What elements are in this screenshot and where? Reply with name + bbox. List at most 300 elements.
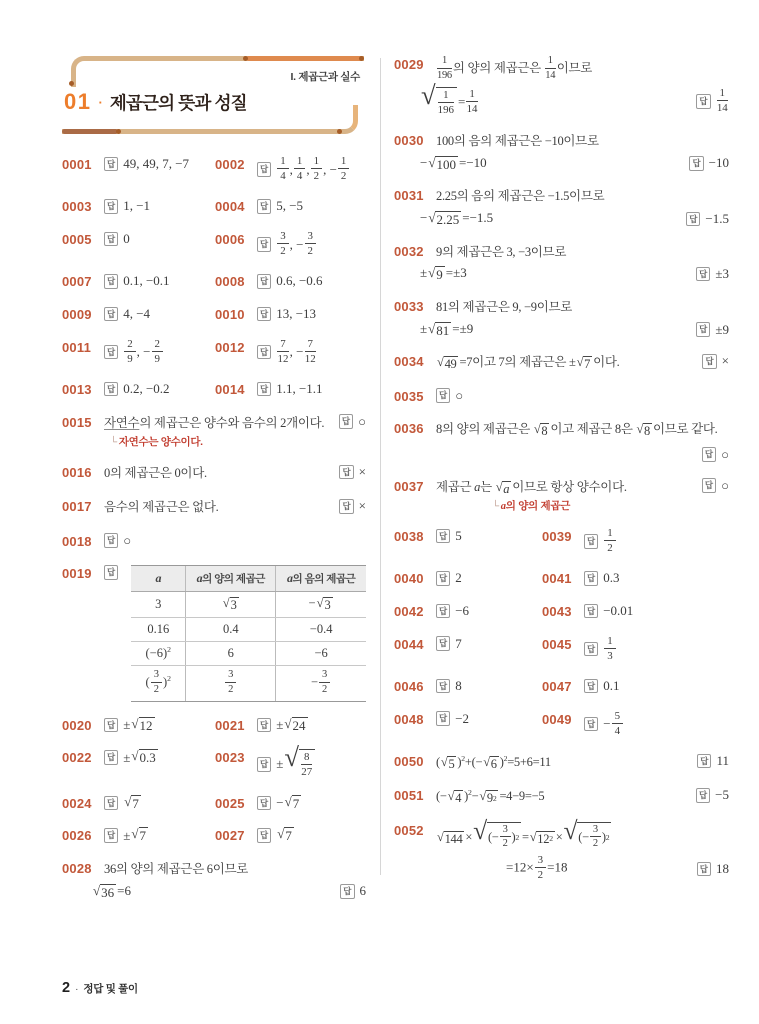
- solution-equation-line: [394, 855, 729, 882]
- equation: ± √ 81 =±9: [420, 320, 474, 338]
- statement-line: [436, 753, 729, 772]
- answer-table: [131, 565, 366, 702]
- answer: [257, 231, 317, 258]
- answer: [257, 339, 317, 366]
- answer-item: [215, 198, 366, 216]
- answer: [104, 306, 150, 322]
- answer-value: 6: [359, 883, 366, 899]
- problem-number: 0047: [542, 678, 572, 694]
- answer-pair-row: [62, 306, 366, 324]
- note-connector-icon: └: [492, 500, 499, 512]
- problem-number: 0042: [394, 603, 424, 619]
- answer-value: 18: [716, 860, 729, 876]
- statement-item: [62, 414, 366, 449]
- chapter-header: [62, 56, 366, 136]
- problem-number: 0023: [215, 750, 245, 766]
- rule-dot: [359, 56, 364, 61]
- table-cell: −0.4: [276, 618, 366, 642]
- answer-pair-row: [62, 795, 366, 813]
- answer-box-icon: 답: [340, 884, 354, 899]
- solution-intro-line: [394, 298, 729, 317]
- problem-number: 0040: [394, 571, 424, 587]
- problem-number: 0031: [394, 188, 424, 204]
- table-cell: 3: [131, 592, 186, 618]
- statement-body: [104, 414, 366, 449]
- answer: [584, 528, 617, 555]
- solution-equation-line: [394, 321, 729, 339]
- answer-box-icon: 답: [104, 307, 118, 322]
- answer-table-body: [131, 592, 366, 702]
- left-column: [62, 56, 366, 915]
- answer-value: ×: [358, 463, 366, 479]
- worked-solution-item: [394, 815, 729, 883]
- answer-item: [62, 533, 366, 551]
- problem-number: 0004: [215, 199, 245, 215]
- note-connector-icon: └: [110, 436, 117, 448]
- correction-note: └ a의 양의 제곱근: [492, 499, 571, 512]
- answer-box-icon: 답: [257, 307, 271, 322]
- answer-box-icon: 답: [257, 382, 271, 397]
- equation: √ 1 196 = $\frac{1}{14}$: [421, 79, 478, 116]
- statement-text: 제곱근 a는 √ a 이므로 항상 양수이다.: [436, 479, 627, 496]
- answer-value: 7: [455, 635, 462, 651]
- answer-value: 13, −13: [276, 305, 317, 321]
- right-answer-list: [394, 56, 729, 883]
- rule-dot: [116, 129, 121, 134]
- answer-value: −10: [708, 155, 729, 171]
- problem-number: 0019: [62, 566, 92, 582]
- answer-value: ○: [358, 413, 366, 429]
- problem-number: 0032: [394, 243, 424, 259]
- problem-number: 0030: [394, 132, 424, 148]
- answer-box-icon: 답: [697, 754, 711, 769]
- solution-text: 2.25의 음의 제곱근은 −1.5이므로: [436, 189, 605, 204]
- answer-item: [215, 156, 366, 183]
- statement-text: 0의 제곱근은 0이다.: [104, 465, 207, 480]
- answer: [339, 414, 366, 430]
- answer-box-icon: 답: [696, 94, 710, 109]
- statement-body: [436, 353, 729, 372]
- problem-number: 0044: [394, 636, 424, 652]
- answer-box-icon: 답: [104, 718, 118, 733]
- statement-line: [436, 353, 729, 372]
- answer: [104, 381, 170, 397]
- answer-box-icon: 답: [436, 388, 450, 403]
- answer-box-icon: 답: [436, 636, 450, 651]
- worked-solution-item: [62, 860, 366, 900]
- answer: [584, 603, 633, 619]
- answer-item: [394, 678, 542, 696]
- answer-value: 5, −5: [276, 198, 304, 214]
- statement-item: [62, 464, 366, 483]
- answer-pair-row: [62, 339, 366, 366]
- answer: [257, 717, 309, 734]
- answer-item: [62, 231, 215, 258]
- solution-text: $\frac{1}{196}$ 의 양의 제곱근은 $\frac{1}{14}$ 이므로: [437, 55, 593, 81]
- answer-box-icon: 답: [689, 156, 703, 171]
- answer: [696, 322, 729, 338]
- answer-value: √ 7: [124, 793, 139, 811]
- header-top-rule-accent: [246, 56, 364, 61]
- answer: [104, 533, 131, 549]
- problem-number: 0020: [62, 717, 92, 733]
- answer-box-icon: 답: [436, 529, 450, 544]
- table-cell: $\frac{3}{2}$: [186, 666, 276, 702]
- problem-number: 0012: [215, 339, 245, 355]
- answer-value: ± √ 12: [123, 715, 153, 733]
- answer: [257, 273, 323, 289]
- answer: [257, 742, 316, 779]
- problem-number: 0051: [394, 788, 424, 804]
- answer-box-icon: 답: [104, 750, 118, 765]
- answer-item: [215, 339, 366, 366]
- answer-box-icon: 답: [702, 354, 716, 369]
- column-divider: [380, 58, 381, 875]
- table-cell: 6: [186, 642, 276, 666]
- answer-box-icon: 답: [257, 237, 271, 252]
- answer-item: [215, 381, 366, 399]
- equation: ± √ 9 =±3: [420, 265, 467, 283]
- answer-box-icon: 답: [104, 232, 118, 247]
- answer-box-icon: 답: [104, 796, 118, 811]
- page-number: 2: [62, 980, 71, 996]
- answer-pair-row: [394, 570, 729, 588]
- statement-line: [436, 787, 729, 806]
- solution-intro-line: [394, 132, 729, 151]
- statement-text: (− √ 4 )$^2$− √ 9 2 =4−9=−5: [436, 788, 545, 806]
- table-header-cell: a의 양의 제곱근: [186, 566, 276, 592]
- table-answer-item: [62, 565, 366, 702]
- solution-equation-line: [394, 79, 729, 117]
- answer: [436, 603, 469, 619]
- statement-text: 자연수의 제곱근은 양수와 음수의 2개이다.: [104, 415, 325, 430]
- statement-body: [436, 753, 729, 772]
- problem-number: 0013: [62, 381, 92, 397]
- statement-line: [104, 498, 366, 517]
- problem-number: 0043: [542, 603, 572, 619]
- answer-pair-row: [62, 381, 366, 399]
- answer: [584, 570, 619, 586]
- solution-intro-line: [394, 187, 729, 206]
- answer-pair-row: [394, 603, 729, 621]
- answer: [436, 636, 462, 652]
- answer-box-icon: 답: [104, 274, 118, 289]
- answer-pair-row: [62, 156, 366, 183]
- problem-number: 0011: [62, 339, 92, 355]
- answer-value: 2: [455, 570, 462, 586]
- answer: [436, 678, 462, 694]
- statement-text: 8의 양의 제곱근은 √ 8 이고 제곱근 8은 √ 8 이므로 같다.: [436, 422, 718, 439]
- solution-text: 9의 제곱근은 3, −3이므로: [436, 244, 567, 259]
- answer-box-icon: 답: [697, 862, 711, 877]
- answer-item: [62, 156, 215, 183]
- problem-number: 0009: [62, 306, 92, 322]
- answer-pair-row: [62, 742, 366, 779]
- statement-item: [394, 787, 729, 806]
- answer: [257, 306, 316, 322]
- problem-number: 0002: [215, 157, 245, 172]
- answer: [104, 717, 156, 734]
- answer: [257, 795, 302, 812]
- answer-box-icon: 답: [104, 157, 118, 172]
- answer-box-icon: 답: [584, 679, 598, 694]
- solution-intro-line: [394, 815, 729, 852]
- equation: − √ 2.25 =−1.5: [420, 210, 494, 228]
- answer-value: ×: [721, 353, 729, 369]
- statement-item: [62, 498, 366, 517]
- answer-box-icon: 답: [436, 679, 450, 694]
- rule-dot: [337, 129, 342, 134]
- answer-pair-row: [394, 678, 729, 696]
- answer: [436, 570, 462, 586]
- answer: [584, 678, 619, 694]
- answer: [696, 787, 729, 803]
- answer-value: 1 14: [716, 87, 728, 115]
- problem-number: 0035: [394, 388, 424, 404]
- statement-body: [104, 464, 366, 483]
- answer-item: [62, 198, 215, 216]
- answer-item: [542, 603, 729, 621]
- answer-value: ○: [123, 532, 132, 548]
- answer-box-icon: 답: [339, 499, 353, 514]
- statement-text: √ 49 =7이고 7의 제곱근은 ± √ 7 이다.: [437, 355, 620, 372]
- answer-box-icon: 답: [584, 534, 598, 549]
- answer-item: [542, 678, 729, 696]
- answer: [339, 464, 366, 480]
- table-header-cell: a: [131, 566, 186, 592]
- problem-number: 0046: [394, 678, 424, 694]
- problem-number: 0050: [394, 753, 424, 769]
- answer-box-icon: 답: [104, 533, 118, 548]
- answer-box-icon: 답: [257, 757, 271, 772]
- solution-equation-line: [62, 883, 366, 901]
- answer-item: [215, 717, 366, 735]
- answer-value: − 5 4: [603, 711, 624, 738]
- equation: =12× $\frac{3}{2}$ =18: [506, 854, 568, 882]
- answer-box-icon: 답: [436, 604, 450, 619]
- statement-line: [436, 420, 729, 439]
- answer-box-icon: 답: [696, 322, 710, 337]
- answer-box-icon: 답: [104, 565, 118, 580]
- statement-line: [436, 478, 729, 497]
- answer-value: ±9: [715, 321, 729, 337]
- solution-equation-line: [394, 210, 729, 228]
- answer: [689, 155, 729, 171]
- answer-value: 2 9 , − 2 9: [123, 339, 164, 366]
- solution-equation-line: [394, 265, 729, 283]
- answer: [257, 198, 303, 214]
- answer-value: 7 12 , − 7 12: [277, 337, 316, 365]
- answer-value: 4, −4: [123, 305, 151, 321]
- answer-value: −0.01: [603, 602, 634, 618]
- answer: [702, 447, 729, 463]
- answer-pair-row: [394, 711, 729, 738]
- problem-number: 0033: [394, 298, 424, 314]
- answer-item: [394, 388, 729, 406]
- answer-box-icon: 답: [702, 447, 716, 462]
- statement-item: [394, 753, 729, 772]
- answer-value: 8: [455, 677, 462, 693]
- answer-pair-row: [62, 198, 366, 216]
- worked-solution-item: [394, 187, 729, 227]
- answer-item: [542, 711, 729, 738]
- answer-value: −1.5: [705, 210, 729, 226]
- problem-number: 0022: [62, 750, 92, 766]
- answer-item: [542, 570, 729, 588]
- answer-item: [394, 636, 542, 663]
- answer-box-icon: 답: [436, 571, 450, 586]
- answer: [686, 211, 729, 227]
- table-cell: 0.4: [186, 618, 276, 642]
- answer-item: [394, 528, 542, 555]
- header-bottom-rule-accent: [62, 129, 118, 134]
- answer-value: ○: [721, 446, 729, 462]
- solution-text: 100의 음의 제곱근은 −10이므로: [436, 133, 599, 148]
- answer-value: −6: [455, 602, 470, 618]
- table-cell: √ 3: [186, 592, 276, 618]
- problem-number: 0039: [542, 528, 572, 544]
- statement-body: [104, 498, 366, 517]
- problem-number: 0017: [62, 499, 92, 515]
- problem-number: 0049: [542, 711, 572, 727]
- problem-number: 0014: [215, 381, 245, 397]
- answer-value: 0.3: [603, 570, 620, 586]
- problem-number: 0016: [62, 464, 92, 480]
- answer-value: ± √ 0.3: [123, 748, 156, 766]
- correction-note: └ 자연수는 양수이다.: [110, 435, 203, 448]
- statement-body: [436, 787, 729, 806]
- table-cell: − √ 3: [276, 592, 366, 618]
- answer-value: 0.1, −0.1: [123, 273, 170, 289]
- statement-line: [104, 414, 366, 433]
- answer-box-icon: 답: [702, 478, 716, 493]
- statement-body: [436, 478, 729, 513]
- answer-value: 11: [716, 752, 729, 768]
- answer-box-icon: 답: [257, 828, 271, 843]
- answer: [702, 353, 729, 369]
- answer: [697, 753, 729, 769]
- problem-number: 0052: [394, 822, 424, 838]
- answer-value: 1.1, −1.1: [276, 380, 323, 396]
- answer-box-icon: 답: [257, 274, 271, 289]
- page-footer: [62, 980, 138, 996]
- problem-number: 0038: [394, 528, 424, 544]
- footer-separator: ·: [75, 984, 79, 995]
- answer-item: [394, 603, 542, 621]
- table-row: [131, 618, 366, 642]
- statement-line: [104, 464, 366, 483]
- equation: √ 36 =6: [93, 882, 131, 900]
- answer-box-icon: 답: [257, 718, 271, 733]
- problem-number: 0045: [542, 636, 572, 652]
- answer-value: ± √ 8 27: [276, 749, 316, 779]
- answer-item: [215, 306, 366, 324]
- answer-box-icon: 답: [257, 796, 271, 811]
- answer-value: 1 4 , 1 4 , 1 2 , − 1 2: [276, 156, 350, 183]
- answer-table-head: [131, 566, 366, 592]
- table-row: [131, 666, 366, 702]
- answer: [104, 198, 150, 214]
- worked-solution-item: [394, 298, 729, 338]
- answer-value: ×: [358, 498, 366, 514]
- problem-number: 0048: [394, 711, 424, 727]
- problem-number: 0001: [62, 157, 92, 172]
- statement-item: [394, 420, 729, 462]
- answer-value: √ 7: [277, 826, 292, 844]
- answer-value: ○: [455, 387, 464, 403]
- answer-box-icon: 답: [696, 788, 710, 803]
- answer: [436, 388, 463, 404]
- answer-value: ±3: [715, 266, 729, 282]
- answer-item: [394, 570, 542, 588]
- answer-item: [62, 717, 215, 735]
- answer-value: ± √ 7: [123, 826, 146, 844]
- answer-box-icon: 답: [104, 199, 118, 214]
- answer: [702, 478, 729, 494]
- answer: [340, 883, 366, 899]
- answer-box-icon: 답: [686, 212, 700, 227]
- answer: [257, 827, 295, 844]
- problem-number: 0027: [215, 828, 245, 844]
- problem-number: 0041: [542, 571, 572, 587]
- answer: [696, 88, 729, 115]
- answer-box-icon: 답: [257, 345, 271, 360]
- left-answer-list: [62, 156, 366, 900]
- answer-box-icon: 답: [584, 604, 598, 619]
- answer-item: [62, 749, 215, 779]
- answer-item: [542, 528, 729, 555]
- statement-text: ( √ 5 )$^2$+(− √ 6 )$^2$=5+6=11: [436, 753, 551, 771]
- solution-text: √ 144 × √ (− 3 2 ) 2 = √ 12 2 × √ (− 3 2 ) 2: [437, 815, 610, 850]
- problem-number: 0010: [215, 306, 245, 322]
- problem-number: 0003: [62, 199, 92, 215]
- answer-item: [62, 381, 215, 399]
- answer-box-icon: 답: [584, 642, 598, 657]
- answer-box-icon: 답: [339, 465, 353, 480]
- answer: [104, 231, 130, 247]
- answer-value: −2: [455, 710, 470, 726]
- answer-item: [215, 742, 366, 779]
- table-cell: ( $\frac{3}{2}$ )$^2$: [131, 666, 186, 702]
- answer-item: [62, 273, 215, 291]
- answer-pair-row: [394, 636, 729, 663]
- problem-number: 0021: [215, 717, 245, 733]
- answer-box-icon: 답: [257, 162, 271, 177]
- answer: [104, 795, 142, 812]
- answer-box-icon: 답: [104, 345, 118, 360]
- worked-solution-item: [394, 56, 729, 117]
- chapter-title: 제곱근의 뜻과 성질: [109, 92, 247, 113]
- problem-number: 0025: [215, 795, 245, 811]
- answer-value: 0: [123, 230, 130, 246]
- problem-number: 0024: [62, 795, 92, 811]
- answer-item: [215, 231, 366, 258]
- answer-pair-row: [62, 273, 366, 291]
- chapter-number: 01: [64, 89, 92, 114]
- solution-text: 36의 양의 제곱근은 6이므로: [104, 861, 249, 876]
- answer-item: [394, 711, 542, 738]
- table-cell: 0.16: [131, 618, 186, 642]
- table-header-cell: a의 음의 제곱근: [276, 566, 366, 592]
- answer: [436, 528, 462, 544]
- solution-intro-line: [394, 56, 729, 83]
- right-column: [394, 56, 729, 915]
- worked-solution-item: [394, 132, 729, 172]
- answer-item: [215, 795, 366, 813]
- footer-label: 정답 및 풀이: [83, 983, 138, 995]
- problem-number: 0005: [62, 231, 92, 247]
- problem-number: 0008: [215, 274, 245, 290]
